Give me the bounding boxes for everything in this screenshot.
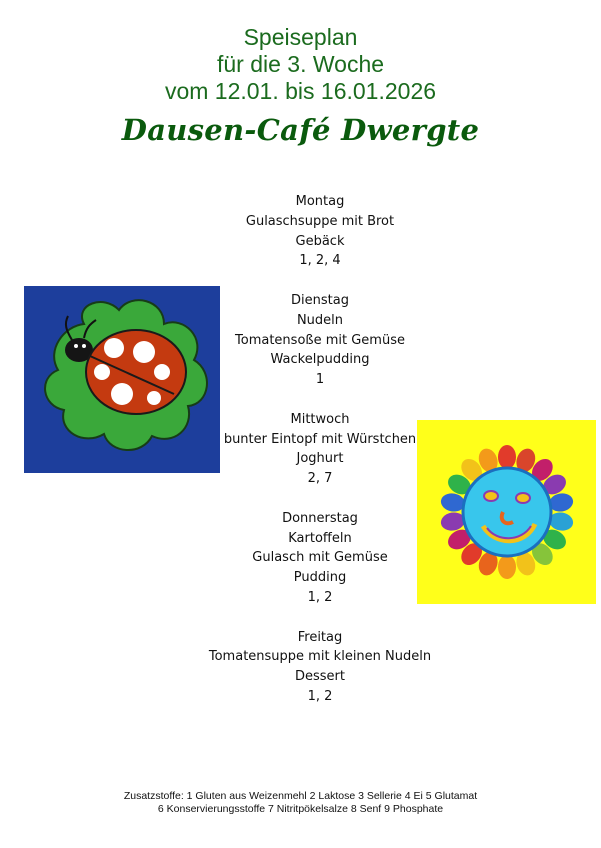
- menu-item: Dessert: [295, 669, 345, 685]
- header-week: für die 3. Woche: [216, 51, 385, 77]
- spacer: [120, 608, 520, 628]
- day-name: Dienstag: [291, 292, 349, 308]
- menu-item: Tomatensoße mit Gemüse: [235, 332, 405, 348]
- day-name: Montag: [295, 194, 345, 209]
- smiling-sun-icon: [417, 420, 596, 604]
- additive-codes: 1, 2, 4: [299, 253, 341, 269]
- additive-codes: 1, 2: [307, 589, 333, 605]
- additives-line-1: Zusatzstoffe: 1 Gluten aus Weizenmehl 2 Laktose 3 Sellerie 4 Ei 5 Glutamat: [123, 790, 478, 802]
- header-date-range: vom 12.01. bis 16.01.2026: [164, 78, 437, 104]
- header-title: Speiseplan: [243, 24, 358, 50]
- menu-item: Joghurt: [296, 451, 344, 467]
- additives-line-2: 6 Konservierungsstoffe 7 Nitritpökelsalze 8 Senf 9 Phosphate: [157, 803, 444, 815]
- menu-item: Kartoffeln: [288, 530, 352, 546]
- additive-codes: 2, 7: [307, 471, 333, 487]
- day-name: Freitag: [297, 629, 343, 645]
- menu-item: Wackelpudding: [270, 352, 370, 368]
- menu-item: Gulasch mit Gemüse: [252, 550, 388, 566]
- additives-legend: [0, 790, 601, 816]
- day-friday: [120, 628, 520, 707]
- menu-item: bunter Eintopf mit Würstchen: [223, 431, 417, 447]
- ladybug-icon: [24, 286, 220, 473]
- menu-item: Tomatensuppe mit kleinen Nudeln: [208, 649, 432, 665]
- day-name: Mittwoch: [290, 411, 350, 427]
- header: [0, 24, 601, 105]
- menu-item: Gulaschsuppe mit Brot: [245, 213, 395, 229]
- day-monday: [120, 192, 520, 271]
- additive-codes: 1, 2: [307, 688, 333, 704]
- cafe-title: Dausen-Café Dwergte: [121, 113, 480, 147]
- menu-item: Pudding: [293, 570, 347, 586]
- menu-item: Gebäck: [295, 233, 345, 249]
- additive-codes: 1: [315, 372, 325, 388]
- day-name: Donnerstag: [282, 510, 358, 526]
- menu-item: Nudeln: [296, 312, 344, 328]
